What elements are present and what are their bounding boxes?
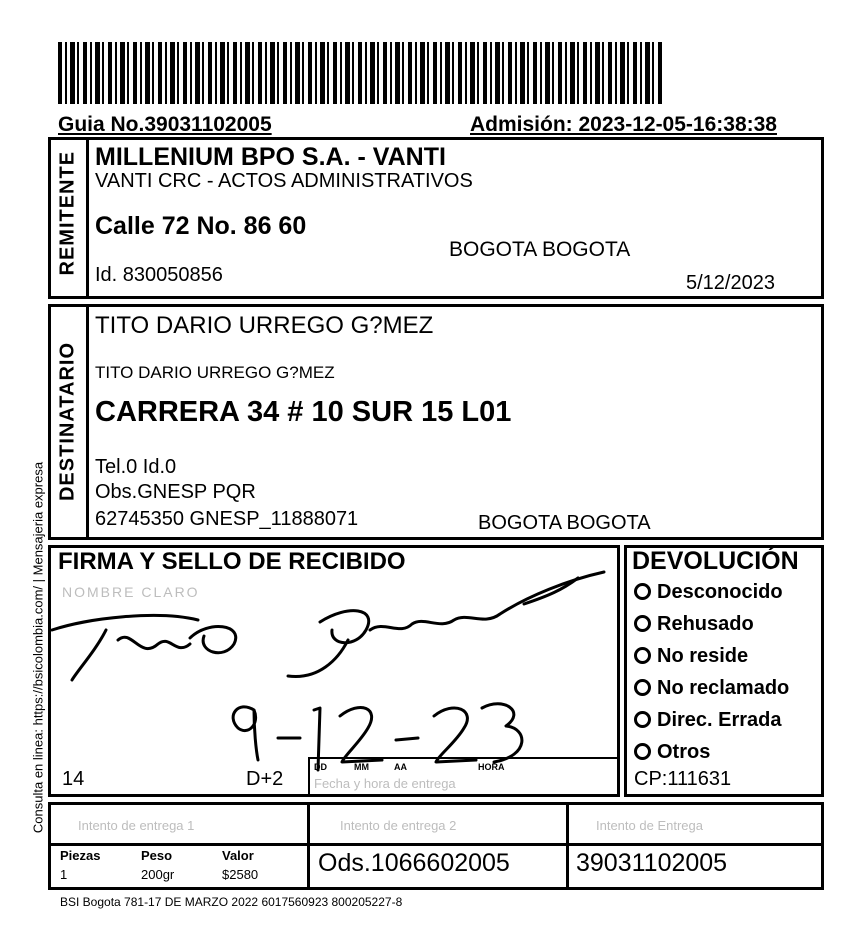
radio-icon <box>634 679 651 696</box>
destinatario-address: CARRERA 34 # 10 SUR 15 L01 <box>95 396 512 428</box>
devolucion-option-rehusado[interactable]: Rehusado <box>634 608 789 640</box>
radio-icon <box>634 583 651 600</box>
radio-icon <box>634 743 651 760</box>
destinatario-ref: 62745350 GNESP_11888071 <box>95 508 359 530</box>
piezas-label: Piezas <box>60 848 101 863</box>
intento-entrega-3: Intento de Entrega <box>596 818 703 833</box>
piezas-value: 1 <box>60 867 68 882</box>
destinatario-tel: Tel.0 Id.0 <box>95 456 177 478</box>
bsi-footer-text: BSI Bogota 781-17 DE MARZO 2022 6017560923 800205227-8 <box>60 895 403 909</box>
barcode <box>58 42 664 104</box>
fecha-mm-label: MM <box>354 762 369 772</box>
piece-count: 14 <box>62 768 85 790</box>
remitente-address: Calle 72 No. 86 60 <box>95 212 307 240</box>
remitente-dept: VANTI CRC - ACTOS ADMINISTRATIVOS <box>95 170 473 192</box>
remitente-divider <box>86 137 89 299</box>
fecha-dd-label: DD <box>314 762 327 772</box>
fecha-hora-label: HORA <box>478 762 505 772</box>
nombre-claro-placeholder: NOMBRE CLARO <box>62 584 200 600</box>
destinatario-name: TITO DARIO URREGO G?MEZ <box>95 312 434 339</box>
remitente-company: MILLENIUM BPO S.A. - VANTI <box>95 143 446 171</box>
devolucion-title: DEVOLUCIÓN <box>632 547 799 575</box>
intentos-vline-1 <box>307 802 310 890</box>
peso-label: Peso <box>141 848 173 863</box>
radio-icon <box>634 615 651 632</box>
devolucion-option-no-reclamado[interactable]: No reclamado <box>634 672 789 704</box>
destinatario-obs: Obs.GNESP PQR <box>95 481 256 503</box>
firma-title: FIRMA Y SELLO DE RECIBIDO <box>58 548 406 575</box>
devolucion-option-direc-errada[interactable]: Direc. Errada <box>634 704 789 736</box>
ods-number: Ods.1066602005 <box>318 849 510 877</box>
devolucion-option-desconocido[interactable]: Desconocido <box>634 576 789 608</box>
peso-value: 200gr <box>141 867 175 882</box>
destinatario-label: DESTINATARIO <box>56 341 79 502</box>
postal-code: CP:111631 <box>634 768 732 790</box>
destinatario-city: BOGOTA BOGOTA <box>478 512 651 534</box>
radio-icon <box>634 711 651 728</box>
remitente-city: BOGOTA BOGOTA <box>449 238 631 261</box>
handwritten-signature <box>48 560 620 790</box>
intento-entrega-1: Intento de entrega 1 <box>78 818 195 833</box>
valor-value: $2580 <box>222 867 259 882</box>
side-consulta-text: Consulta en linea: https://bsicolombia.com/ | Mensajeria expresa <box>30 461 46 834</box>
admision-timestamp: Admisión: 2023-12-05-16:38:38 <box>470 113 777 136</box>
intento-entrega-2: Intento de entrega 2 <box>340 818 457 833</box>
valor-label: Valor <box>222 848 254 863</box>
intentos-row-hline <box>48 843 824 846</box>
intentos-vline-2 <box>566 802 569 890</box>
destinatario-divider <box>86 304 89 540</box>
devolucion-option-otros[interactable]: Otros <box>634 736 789 768</box>
remitente-id: Id. 830050856 <box>95 264 223 286</box>
guia-number: Guia No.39031102005 <box>58 113 272 136</box>
delivery-term: D+2 <box>246 768 284 790</box>
remitente-label: REMITENTE <box>56 150 79 276</box>
remitente-date: 5/12/2023 <box>686 272 775 294</box>
guia-number-footer: 39031102005 <box>576 849 728 877</box>
fecha-entrega-label: Fecha y hora de entrega <box>314 776 456 791</box>
devolucion-option-no-reside[interactable]: No reside <box>634 640 789 672</box>
radio-icon <box>634 647 651 664</box>
devolucion-options <box>634 576 789 768</box>
fecha-aa-label: AA <box>394 762 407 772</box>
destinatario-name-secondary: TITO DARIO URREGO G?MEZ <box>95 363 335 382</box>
